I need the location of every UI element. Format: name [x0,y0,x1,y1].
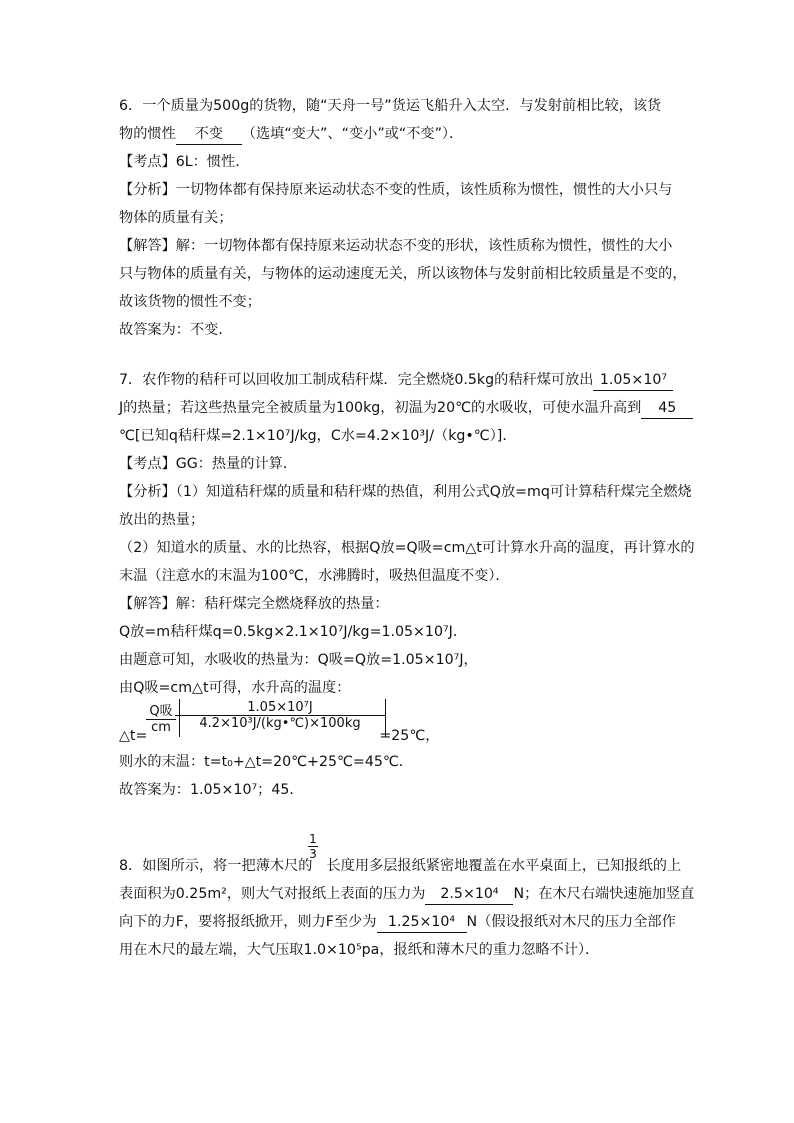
small-fraction-numerator: Q吸 [149,704,173,719]
one-third-numerator: 1 [309,832,317,846]
q6-jieda-line1: 【解答】解：一切物体都有保持原来运动状态不变的形状，该性质称为惯性，惯性的大小 [119,238,673,254]
q6-answer-blank: 不变 [176,124,242,145]
q8-stem-text3: 向下的力F，要将报纸掀开，则力F至少为 [119,914,377,930]
q7-kaodian: 【考点】GG：热量的计算． [119,456,298,472]
q6-stem-line2 [119,124,463,145]
q7-jieda-line1: 【解答】解：秸秆煤完全燃烧释放的热量： [119,596,389,612]
q6-jieda-line2: 只与物体的质量有关，与物体的运动速度无关，所以该物体与发射前相比较质量是不变的， [119,266,687,282]
q7-stem-line1 [119,370,673,391]
q6-jieda-line3: 故该货物的惯性不变； [119,294,261,310]
big-fraction-numerator: 1.05×10⁷J [247,700,313,715]
q7-fenxi-line2: 放出的热量； [119,512,205,528]
q7-jieda-line2: Q放=m秸秆煤q=0.5kg×2.1×10⁷J/kg=1.05×10⁷J． [119,624,468,640]
q6-fenxi-line2: 物体的质量有关； [119,210,233,226]
delta-t-label: △t= [119,728,148,744]
q6-stem-line1: 6．一个质量为500g的货物，随“天舟一号”货运飞船升入太空．与发射前相比较，该货 [119,98,662,114]
q8-stem-line2 [119,884,694,905]
q8-blank1: 2.5×10⁴ [425,884,513,905]
q8-stem-text3b: N（假设报纸对木尺的压力全部作 [466,914,676,930]
q7-fenxi-line4: 末温（注意水的末温为100℃，水沸腾时，吸热但温度不变）． [119,568,510,584]
q8-stem-line3 [119,912,676,933]
q6-fenxi-line1: 【分析】一切物体都有保持原来运动状态不变的性质，该性质称为惯性，惯性的大小只与 [119,182,673,198]
q7-delta-line [119,726,439,746]
q7-jieda-line3: 由题意可知，水吸收的热量为：Q吸=Q放=1.05×10⁷J， [119,652,478,668]
q8-stem-line1 [119,856,681,876]
q7-stem-text1: 7．农作物的秸秆可以回收加工制成秸秆煤．完全燃烧0.5kg的秸秆煤可放出 [119,372,594,388]
q8-blank2: 1.25×10⁴ [377,912,467,933]
q7-answer: 故答案为：1.05×10⁷；45． [119,782,304,798]
q6-kaodian: 【考点】6L：惯性． [119,154,250,170]
q7-blank1: 1.05×10⁷ [593,370,673,391]
q8-stem-text1b: 长度用多层报纸紧密地覆盖在水平桌面上，已知报纸的上 [326,858,682,874]
one-third-denominator: 3 [309,847,317,861]
small-fraction-denominator: cm [151,720,171,735]
q7-stem-line3: ℃[已知q秸秆煤=2.1×10⁷J/kg，C水=4.2×10³J/（kg•℃）]． [119,428,517,444]
q7-fenxi-line3: （2）知道水的质量、水的比热容，根据Q放=Q吸=cm△t可计算水升高的温度，再计算水的 [119,540,695,556]
big-fraction-denominator: 4.2×10³J/(kg•℃)×100kg [199,716,361,731]
q6-answer: 故答案为：不变． [119,322,233,338]
q8-stem-text2b: N；在木尺右端快速施加竖直 [513,886,695,902]
q6-stem-text: 物的惯性 [119,126,176,142]
q7-jieda-line4: 由Q吸=cm△t可得，水升高的温度： [119,680,351,696]
q7-fenxi-line1: 【分析】（1）知道秸秆煤的质量和秸秆煤的热值，利用公式Q放=mq可计算秸秆煤完全燃烧 [119,484,692,500]
q7-blank2: 45 [641,398,693,419]
q8-stem-text1: 8．如图所示，将一把薄木尺的 [119,858,313,874]
q8-stem-text2: 表面积为0.25m²，则大气对报纸上表面的压力为 [119,886,426,902]
q7-stem-text2: J的热量；若这些热量完全被质量为100kg，初温为20℃的水吸收，可使水温升高到 [119,400,642,416]
q7-final-temp: 则水的末温：t=t₀+△t=20℃+25℃=45℃． [119,754,413,770]
delta-t-result: =25℃， [379,728,440,744]
q8-stem-line4: 用在木尺的最左端，大气压取1.0×10⁵pa，报纸和薄木尺的重力忽略不计）． [119,942,600,958]
q6-stem-options: （选填“变大”、“变小”或“不变”）． [241,126,464,142]
q7-stem-line2 [119,398,693,419]
